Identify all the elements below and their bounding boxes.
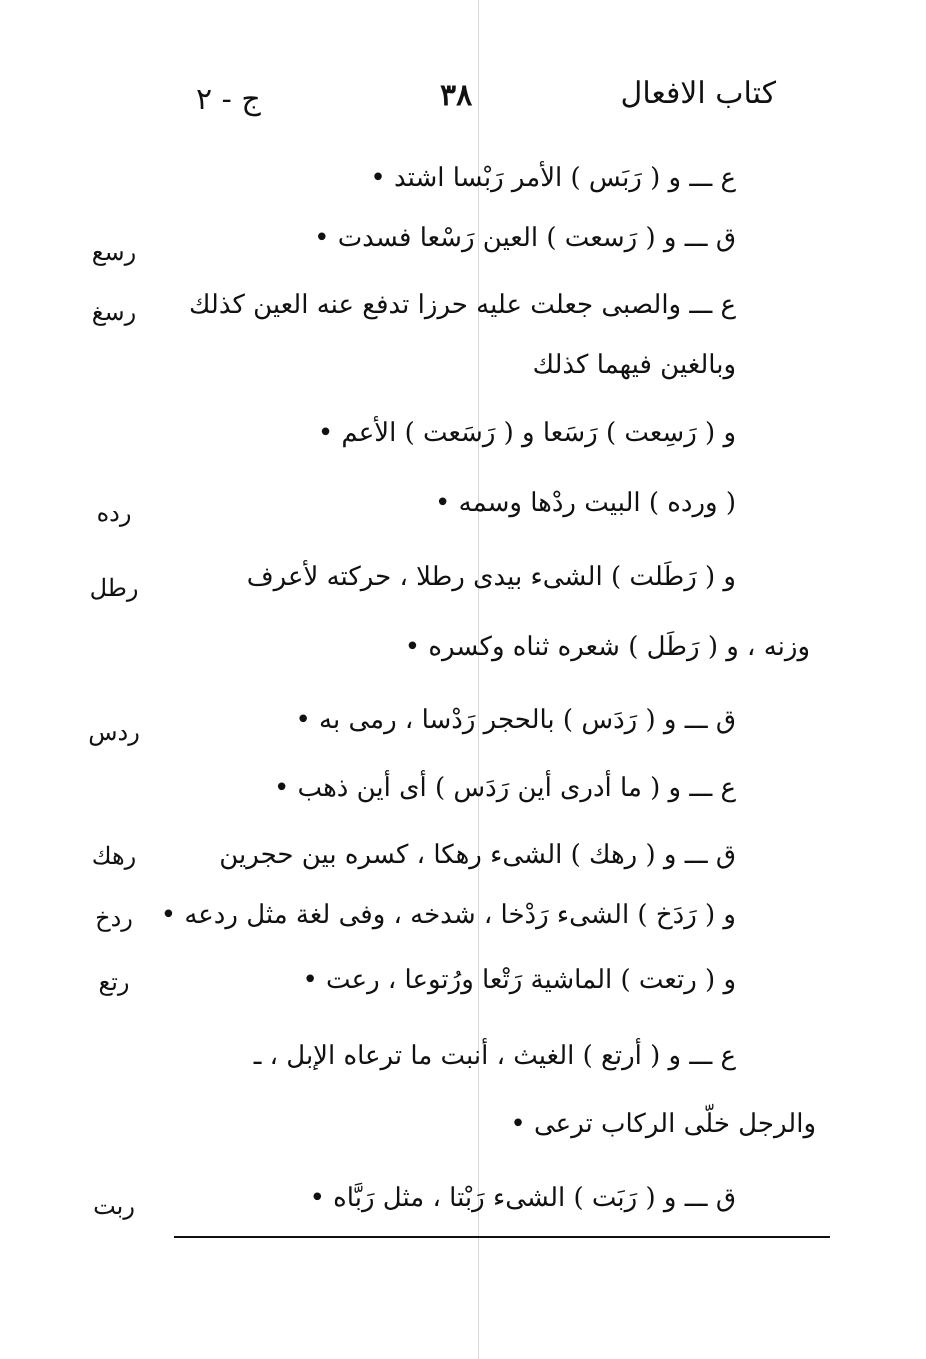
text-line: ع ـــ و ( رَبَس ) الأمر رَبْسا اشتد •: [370, 163, 736, 193]
margin-root-word: رهك: [91, 842, 137, 870]
text-line: ق ـــ و ( رَسعت ) العين رَسْعا فسدت •: [314, 223, 736, 253]
margin-root-word: ردخ: [95, 904, 133, 932]
text-line: ع ـــ والصبى جعلت عليه حرزا تدفع عنه العين كذلك: [188, 290, 736, 320]
margin-root-word: رتع: [98, 968, 130, 996]
text-line: ق ـــ و ( رهك ) الشىء رهكا ، كسره بين حجرين: [219, 840, 736, 870]
page-header: [0, 72, 926, 132]
text-line: وبالغين فيهما كذلك: [532, 350, 736, 380]
bottom-rule: [174, 1236, 830, 1238]
text-line: ق ـــ و ( رَدَس ) بالحجر رَدْسا ، رمى به •: [295, 705, 736, 735]
text-line: و ( رَدَخ ) الشىء رَدْخا ، شدخه ، وفى لغة مثل ردعه •: [160, 900, 736, 930]
text-line: و ( رتعت ) الماشية رَتْعا ورُتوعا ، رعت •: [302, 965, 736, 995]
text-line: ق ـــ و ( رَبَت ) الشىء رَبْتا ، مثل رَبَّاه •: [309, 1183, 736, 1213]
text-line: و ( رَطَلت ) الشىء بيدى رطلا ، حركته لأعرف: [246, 562, 736, 592]
text-line: وزنه ، و ( رَطَل ) شعره ثناه وكسره •: [404, 632, 810, 662]
text-line: ع ـــ و ( ما أدرى أين رَدَس ) أى أين ذهب •: [273, 773, 736, 803]
page-number: ٣٨: [440, 78, 473, 113]
margin-root-word: ردس: [88, 718, 140, 746]
book-title: كتاب الافعال: [620, 76, 776, 111]
margin-root-word: رده: [96, 499, 132, 527]
text-line: و ( رَسِعت ) رَسَعا و ( رَسَعت ) الأعم •: [317, 418, 736, 448]
margin-root-word: رطل: [89, 574, 139, 602]
page-gutter-line: [478, 0, 479, 1359]
text-line: والرجل خلّى الركاب ترعى •: [510, 1109, 816, 1139]
margin-root-word: رسغ: [91, 298, 137, 326]
margin-root-word: رسع: [91, 238, 137, 266]
text-line: ع ـــ و ( أرتع ) الغيث ، أنبت ما ترعاه الإبل ، ـ: [253, 1041, 736, 1071]
volume-label: ج - ٢: [196, 82, 261, 117]
margin-root-word: ربت: [93, 1192, 135, 1220]
text-line: ( ورده ) البيت ردْها وسمه •: [435, 488, 736, 518]
